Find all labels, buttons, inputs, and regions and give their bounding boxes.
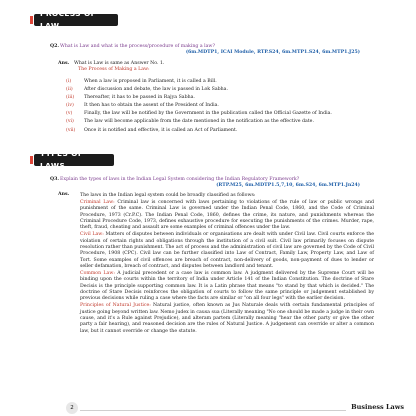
law-type-text: Matters of disputes between individuals or organisations are dealt with under Civil law. Civil courts enforce the violation of certain rights and obligations through the institution of a civil suit. Civil law primarily focuses on dispute resolution rather than punishment. The act of process and the administration of civil law are governed by the Code of Civil Procedure, 1908 (CPC). Civil law can be further classified into Law of Contract, Family Law, Property Law, and Law of Tort. Some examples of civil offences are breach of contract, non-delivery of goods, non-payment of dues to lender or seller defamation, breach of contract, and disputes between landlord and tenant. [80,232,374,269]
law-type-paragraph [80,232,374,270]
question-number: Q3. [50,177,59,182]
list-item-numeral: (iii) [66,95,75,101]
section-heading-text: PROCESS OF LAW [40,9,97,30]
page-number-badge [66,402,78,414]
list-item-text: Thereafter, it has to be passed in Rajya Sabha. [84,95,195,101]
list-item [66,95,366,101]
list-item [66,128,366,134]
answer-subheading: The Process of Making a Law: [78,67,150,73]
list-item [66,79,366,85]
law-type-term: Civil Law: [80,232,104,238]
question-reference: (6m.MDTP1, ICAI Module, RTP.S24, 6m.MTP1.S24, 6m.MTP1.J25) [185,50,360,56]
question-3 [50,177,360,190]
list-item [66,111,366,117]
list-item-text: Finally, the law will be notified by the Government in the publication called the Official Gazette of India. [84,111,332,117]
law-making-steps-list [66,79,366,136]
answer-intro-text: What is Law is same as Answer No. 1. [74,61,165,66]
law-type-text: Natural justice, often known as Jus Naturale deals with certain fundamental principles of justice going beyond written law. Nemo judex in causa sua (Literally meaning "No one should be made a judge in their own cause, and it's a Rule against Prejudice), and alteram partem (Literally meaning "hear the other party or give the other party a fair hearing), and reasoned decision are the rules of Natural Justice. A judgement can override or alter a common law, but it cannot override or change the statute. [80,303,374,334]
list-item [66,87,366,93]
answer-label: Ans. [58,192,70,197]
list-item-numeral: (i) [66,79,72,84]
list-item-numeral: (ii) [66,87,73,93]
question-reference: (RTP.M25, 6m.MDTP1.5,7,10, 6m.S24, 6m.MTP1.Jn24) [216,183,360,189]
answer-2-intro [74,61,374,74]
list-item-text: The law will become applicable from the date mentioned in the notification as the effective date. [84,119,314,125]
list-item-numeral: (vi) [66,119,74,125]
law-type-term: Principles of Natural Justice: [80,303,151,309]
list-item-text: After discussion and debate, the law is passed in Lok Sabha. [84,87,228,93]
law-type-text: Criminal law is concerned with laws pertaining to violations of the rule of law or public wrongs and punishment of the same. Criminal Law is governed under the Indian Penal Code, 1860, and the Code of Criminal Procedure, 1973 (Cr.P.C). The Indian Penal Code, 1860, defines the crime, its nature, and punishments whereas the Criminal Procedure Code, 1973, defines exhaustive procedure for executing the punishments of the crimes. Murder, rape, theft, fraud, cheating and assault are some examples of criminal offences under the law. [80,199,374,231]
question-text: Explain the types of laws in the Indian Legal System considering the Indian Regulatory Framework? [60,177,300,182]
page-number: 2 [70,405,74,411]
answer-intro-text: The laws in the Indian legal system could be broadly classified as follows: [80,193,256,198]
law-type-text: A judicial precedent or a case law is common law. A judgment delivered by the Supreme Court will be binding upon the courts within the territory of India under Article 141 of the Indian Constitution. The doctrine of Stare Decisis is the principle supporting common law. It is a Latin phrase that means "to stand by that which is decided." The doctrine of Stare Decisis reinforces the obligation of courts to follow the same principle or judgement established by previous decisions while ruling a case where the facts are similar or "on all four legs" with the earlier decision. [80,270,374,302]
list-item-numeral: (v) [66,111,73,117]
law-type-term: Common Law: [80,270,115,276]
law-type-paragraph [80,200,374,232]
law-type-paragraph [80,303,374,335]
list-item-text: It then has to obtain the assent of the President of India. [84,103,219,109]
answer-3-body [80,193,374,336]
answer-label: Ans. [58,61,70,66]
law-type-paragraph [80,271,374,303]
question-text: What is Law and what is the process/procedure of making a law? [60,44,215,49]
list-item [66,103,366,109]
question-2 [50,44,360,57]
list-item [66,119,366,125]
list-item-numeral: (iv) [66,103,74,109]
list-item-text: Once it is notified and effective, it is called an Act of Parliament. [84,127,238,133]
section-heading-types-of-laws [34,149,114,170]
section-heading-text: TYPES OF LAWS [40,149,84,170]
law-type-term: Criminal Law: [80,199,115,205]
footer-divider [80,410,346,411]
section-heading-process-of-law [34,9,118,30]
question-number: Q2. [50,44,59,49]
book-title: Business Laws [351,403,404,411]
list-item-text: When a law is proposed in Parliament, it is called a Bill. [84,79,217,84]
list-item-numeral: (vii) [66,127,76,133]
